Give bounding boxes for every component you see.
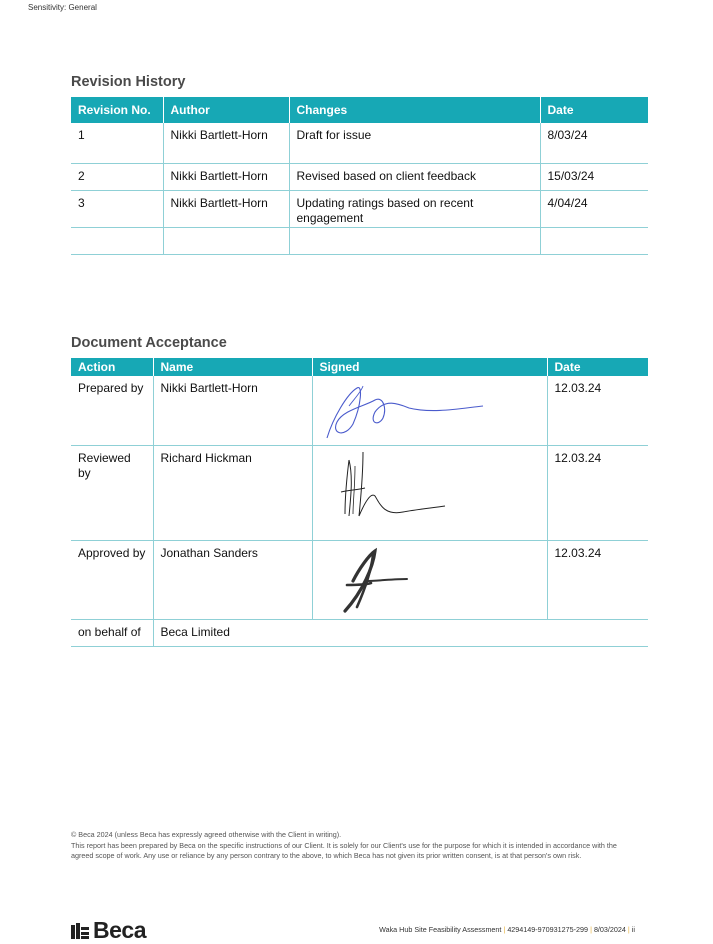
author-cell: Nikki Bartlett-Horn xyxy=(163,190,289,227)
revision-no-cell: 1 xyxy=(71,123,163,163)
beca-logo-icon xyxy=(71,923,89,939)
separator: | xyxy=(590,925,592,934)
table-header-row xyxy=(71,358,648,376)
signature-cell xyxy=(312,445,547,540)
col-header-date: Date xyxy=(547,358,648,376)
changes-cell xyxy=(289,227,540,254)
revision-history-table xyxy=(71,97,648,255)
revision-no-cell: 2 xyxy=(71,163,163,190)
author-cell xyxy=(163,227,289,254)
date-cell: 12.03.24 xyxy=(547,540,648,619)
col-header-date: Date xyxy=(540,97,648,123)
col-header-name: Name xyxy=(153,358,312,376)
revision-no-cell: 3 xyxy=(71,190,163,227)
table-row xyxy=(71,376,648,445)
date-cell: 12.03.24 xyxy=(547,445,648,540)
table-row xyxy=(71,123,648,163)
date-cell: 4/04/24 xyxy=(540,190,648,227)
table-header-row xyxy=(71,97,648,123)
doc-date: 8/03/2024 xyxy=(593,925,626,934)
doc-title: Waka Hub Site Feasibility Assessment xyxy=(379,925,502,934)
changes-cell: Draft for issue xyxy=(289,123,540,163)
action-cell: Approved by xyxy=(71,540,153,619)
col-header-signed: Signed xyxy=(312,358,547,376)
footer-doc-info xyxy=(379,925,635,934)
table-row xyxy=(71,163,648,190)
revision-no-cell xyxy=(71,227,163,254)
separator: | xyxy=(503,925,506,934)
doc-ref: 4294149-970931275-299 xyxy=(507,925,589,934)
changes-cell: Updating ratings based on recent engagement xyxy=(289,190,540,227)
sensitivity-label: Sensitivity: General xyxy=(28,3,97,12)
action-cell: Prepared by xyxy=(71,376,153,445)
col-header-revision-no: Revision No. xyxy=(71,97,163,123)
disclaimer-text: This report has been prepared by Beca on the specific instructions of our Client. It is solely for our Client's use for the purpose for which it is intended in accordance with the agreed scope of work. Any use or reliance by any person contrary to the above, to which Beca has not given its prior written consent, is at that person's own risk. xyxy=(71,840,617,860)
copyright-text: © Beca 2024 (unless Beca has expressly agreed otherwise with the Client in writing). xyxy=(71,830,342,839)
date-cell: 12.03.24 xyxy=(547,376,648,445)
behalf-value-cell: Beca Limited xyxy=(153,619,648,646)
date-cell: 8/03/24 xyxy=(540,123,648,163)
date-cell: 15/03/24 xyxy=(540,163,648,190)
footer-disclaimer xyxy=(71,830,641,862)
name-cell: Jonathan Sanders xyxy=(153,540,312,619)
changes-cell: Revised based on client feedback xyxy=(289,163,540,190)
logo-wordmark: Beca xyxy=(93,917,146,943)
signature-image xyxy=(313,541,547,617)
signature-image xyxy=(313,376,547,442)
table-row xyxy=(71,540,648,619)
signature-cell xyxy=(312,376,547,445)
signature-image xyxy=(313,446,547,538)
col-header-changes: Changes xyxy=(289,97,540,123)
author-cell: Nikki Bartlett-Horn xyxy=(163,163,289,190)
table-row xyxy=(71,190,648,227)
revision-history-title: Revision History xyxy=(71,74,186,90)
signature-cell xyxy=(312,540,547,619)
date-cell xyxy=(540,227,648,254)
author-cell: Nikki Bartlett-Horn xyxy=(163,123,289,163)
name-cell: Nikki Bartlett-Horn xyxy=(153,376,312,445)
document-acceptance-title: Document Acceptance xyxy=(71,335,227,351)
separator: | xyxy=(627,925,630,934)
document-acceptance-table xyxy=(71,358,648,647)
action-cell: Reviewed by xyxy=(71,445,153,540)
table-row xyxy=(71,619,648,646)
table-row xyxy=(71,227,648,254)
col-header-action: Action xyxy=(71,358,153,376)
col-header-author: Author xyxy=(163,97,289,123)
name-cell: Richard Hickman xyxy=(153,445,312,540)
behalf-label-cell: on behalf of xyxy=(71,619,153,646)
table-row xyxy=(71,445,648,540)
page-number: ii xyxy=(631,925,635,934)
